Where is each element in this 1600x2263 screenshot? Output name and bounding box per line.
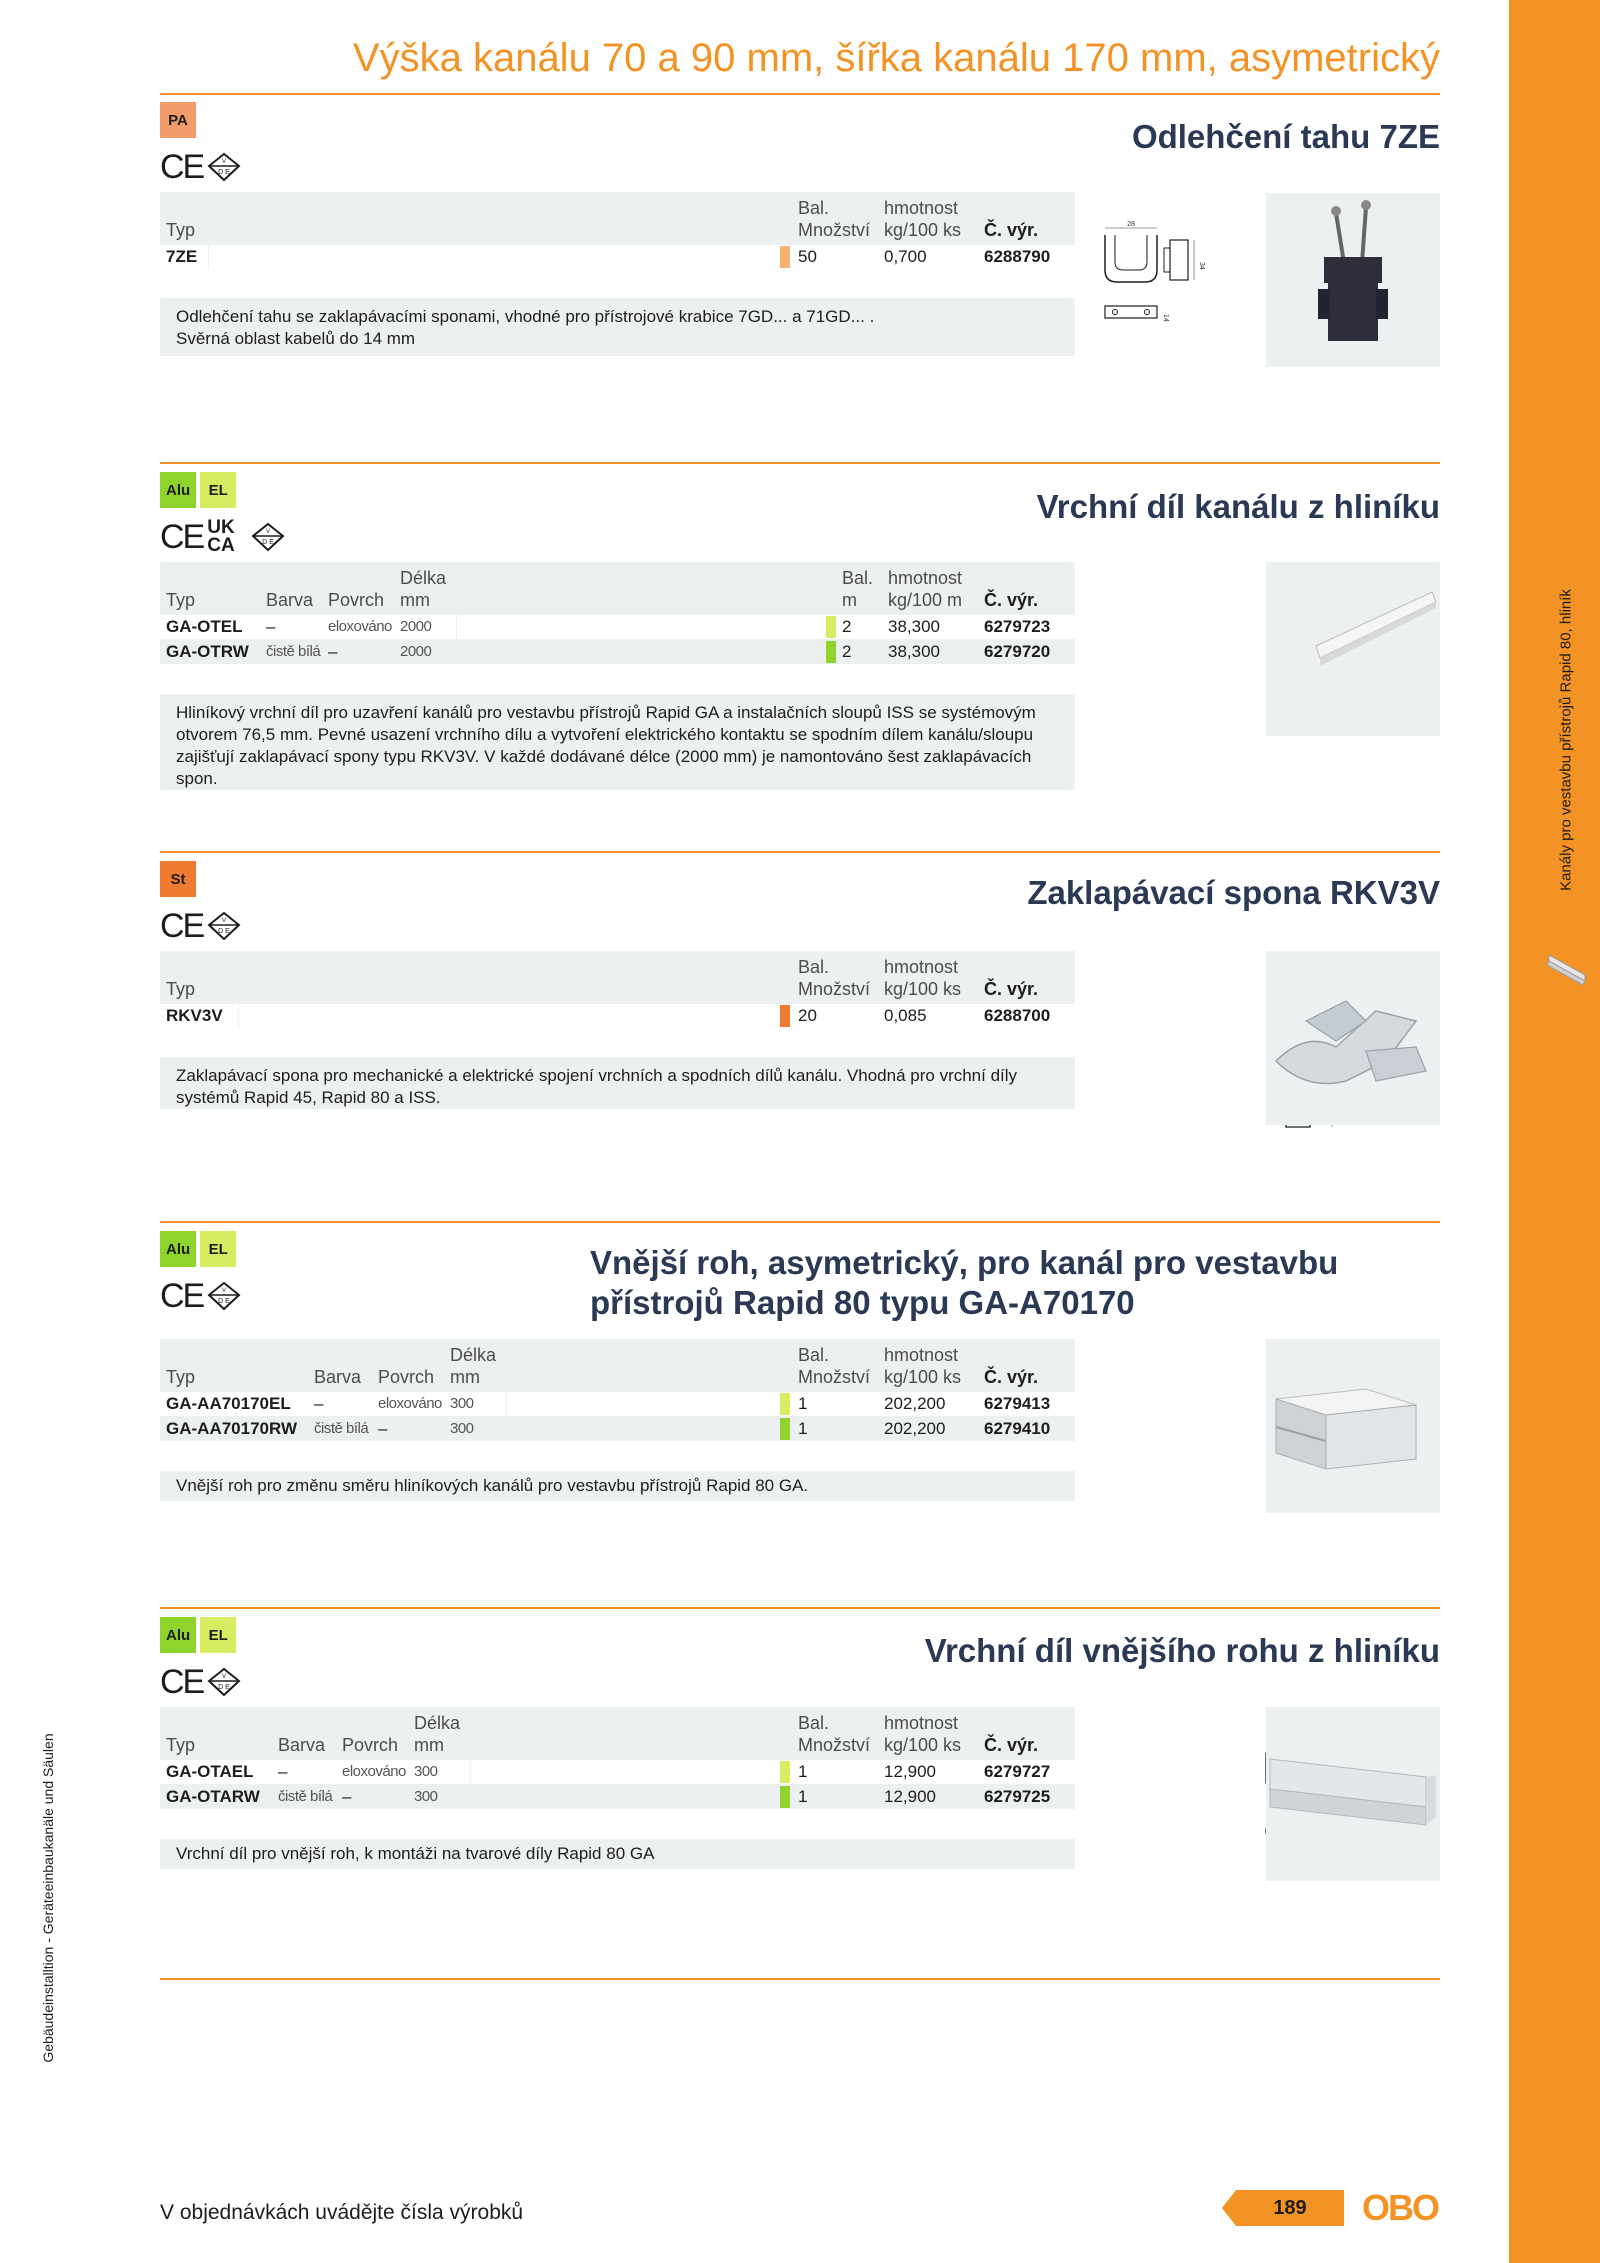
col-length: Délka [400,568,447,588]
length-value: 300 [450,1395,474,1412]
material-badges [160,1617,236,1653]
col-article-number: Č. výr. [984,979,1039,999]
table-header [160,1707,1075,1759]
product-table [160,1339,1075,1441]
material-badge: EL [200,1231,236,1267]
dimension-label: 34 [1198,262,1205,270]
svg-text:V: V [222,1288,227,1294]
product-section-rkv3v [160,861,1440,1141]
material-badge: PA [160,102,196,138]
surface-value: – [378,1419,388,1438]
length-value: 300 [450,1420,474,1437]
cell-divider [456,615,457,640]
col-weight: hmotnost [888,568,963,588]
product-description [160,1057,1075,1109]
color-indicator [780,1786,790,1808]
product-table [160,562,1075,664]
col-article-number: Č. výr. [984,1367,1039,1387]
divider [160,93,1440,95]
product-table [160,951,1075,1028]
col-surface: Povrch [378,1367,435,1387]
certification-marks [160,1275,241,1317]
color-value: čistě bílá [314,1420,369,1437]
color-indicator [826,641,836,663]
col-weight-unit: kg/100 m [888,590,963,610]
table-row[interactable] [160,639,1075,664]
page-number: 189 [1273,2197,1307,2219]
col-weight-unit: kg/100 ks [884,1367,962,1387]
ce-mark: CE [160,148,204,186]
pack-quantity: 1 [798,1787,808,1806]
outer-corner-image [1266,1339,1440,1513]
svg-text:V: V [222,1674,227,1680]
certification-marks [160,516,285,558]
vde-icon [207,1281,241,1311]
vde-icon [207,1667,241,1697]
col-surface: Povrch [328,590,385,610]
col-bal-unit: Množství [798,1367,871,1387]
col-color: Barva [314,1367,362,1387]
material-badge: St [160,861,196,897]
col-bal: Bal. [798,957,830,977]
material-badges [160,1231,236,1267]
ukca-mark: UK CA [207,517,235,556]
col-length-unit: mm [414,1735,444,1755]
type-code: RKV3V [166,1006,223,1025]
col-weight-unit: kg/100 ks [884,220,962,240]
article-number: 6288700 [984,1006,1051,1025]
col-surface: Povrch [342,1735,399,1755]
description-line: Vnější roh pro změnu směru hliníkových kanálů pro vestavbu přístrojů Rapid 80 GA. [176,1476,809,1495]
cell-divider [470,1760,471,1785]
table-row[interactable] [160,1784,1075,1809]
product-title: Vnější roh, asymetrický, pro kanál pro vestavbu přístrojů Rapid 80 typu GA-A70170 [590,1244,1339,1321]
weight: 0,700 [884,247,927,266]
svg-text:D E: D E [262,539,275,546]
article-number: 6288790 [984,247,1051,266]
cell-divider [506,1392,507,1417]
vertical-caption: Gebäudeinstalltion - Geräteeinbaukanäle und Säulen [40,1733,56,2063]
weight: 202,200 [884,1419,946,1438]
weight: 38,300 [888,617,940,636]
svg-text:V: V [222,159,227,165]
product-photo [1266,193,1440,367]
type-code: GA-OTEL [166,617,243,636]
col-weight: hmotnost [884,1345,959,1365]
divider [160,851,1440,853]
product-title: Odlehčení tahu 7ZE [1131,118,1440,155]
divider [160,1978,1440,1980]
vde-icon [251,522,285,552]
type-code: GA-AA70170RW [166,1419,298,1438]
dimension-label: 28 [1127,221,1135,228]
weight: 38,300 [888,642,940,661]
col-article-number: Č. výr. [984,1735,1039,1755]
col-typ: Typ [166,1735,196,1755]
material-badge: Alu [160,1231,196,1267]
color-indicator [780,1761,790,1783]
product-title: Vrchní díl kanálu z hliníku [1036,488,1440,525]
material-badge: EL [200,1617,236,1653]
product-section-ga-ota [160,1617,1440,1897]
surface-value: – [342,1787,352,1806]
divider [160,462,1440,464]
pack-quantity: 1 [798,1419,808,1438]
pack-quantity: 2 [842,617,852,636]
col-length-unit: mm [400,590,430,610]
length-value: 2000 [400,643,432,660]
col-typ: Typ [166,590,196,610]
pack-quantity: 1 [798,1394,808,1413]
color-value: – [314,1394,324,1413]
description-line: Vrchní díl pro vnější roh, k montáži na tvarové díly Rapid 80 GA [176,1844,655,1863]
cell-divider [208,245,209,270]
col-article-number: Č. výr. [984,590,1039,610]
type-code: GA-OTAEL [166,1762,254,1781]
pack-quantity: 50 [798,247,817,266]
col-typ: Typ [166,1367,196,1387]
pack-quantity: 1 [798,1762,808,1781]
color-value: – [266,617,276,636]
order-note: V objednávkách uvádějte čísla výrobků [160,2201,524,2224]
product-photo [1266,562,1440,736]
col-bal: Bal. [798,1345,830,1365]
svg-text:D E: D E [218,1298,231,1305]
col-bal: Bal. [842,568,874,588]
color-indicator [780,246,790,268]
cover-profile-image [1266,562,1440,736]
svg-text:V: V [266,529,271,535]
col-article-number: Č. výr. [984,220,1039,240]
side-caption: Kanály pro vestavbu přístrojů Rapid 80, hliník [1557,589,1575,891]
color-indicator [826,616,836,638]
product-description [160,694,1075,790]
type-code: GA-OTRW [166,642,249,661]
pack-quantity: 2 [842,642,852,661]
weight: 0,085 [884,1006,927,1025]
ce-mark: CE [160,1277,204,1315]
description-line: Svěrná oblast kabelů do 14 mm [176,329,416,348]
article-number: 6279723 [984,617,1051,636]
color-value: čistě bílá [266,643,321,660]
surface-value: – [328,642,338,661]
material-badge: Alu [160,1617,196,1653]
type-code: GA-AA70170EL [166,1394,291,1413]
col-weight: hmotnost [884,198,959,218]
description-line: Odlehčení tahu se zaklapávacími sponami, vhodné pro přístrojové krabice 7GD... a 71GD... . [176,307,875,326]
col-typ: Typ [166,979,196,999]
article-number: 6279725 [984,1787,1051,1806]
product-section-ga-aa70170 [160,1231,1440,1531]
weight: 12,900 [884,1762,936,1781]
article-number: 6279720 [984,642,1051,661]
table-header [160,562,1075,614]
surface-value: eloxováno [342,1763,406,1780]
color-value: – [278,1762,288,1781]
material-badges [160,472,236,508]
material-badges [160,861,196,897]
certification-marks [160,905,241,947]
col-length: Délka [450,1345,497,1365]
svg-text:D E: D E [218,928,231,935]
dimension-label: 14 [1162,314,1169,322]
obo-logo: OBO [1362,2187,1439,2228]
product-thumbnail-icon [1547,945,1587,989]
col-bal-unit: Množství [798,979,871,999]
length-value: 2000 [400,618,432,635]
color-indicator [780,1418,790,1440]
table-row[interactable] [160,1759,1075,1784]
length-value: 300 [414,1763,438,1780]
color-indicator [780,1005,790,1027]
table-header [160,951,1075,1003]
col-bal-unit: Množství [798,1735,871,1755]
product-table [160,192,1075,269]
type-code: GA-OTARW [166,1787,260,1806]
technical-drawing [1090,220,1210,340]
clip-image [1266,951,1440,1125]
col-bal: Bal. [798,198,830,218]
certification-marks [160,146,241,188]
divider [160,1607,1440,1609]
col-typ: Typ [166,220,196,240]
color-indicator [780,1393,790,1415]
product-title: Zaklapávací spona RKV3V [1027,874,1440,911]
product-description [160,1839,1075,1869]
article-number: 6279410 [984,1419,1051,1438]
table-row[interactable] [160,614,1075,639]
weight: 202,200 [884,1394,946,1413]
col-weight: hmotnost [884,1713,959,1733]
ce-mark: CE [160,518,204,556]
description-line: Hliníkový vrchní díl pro uzavření kanálů pro vestavbu přístrojů Rapid GA a instalačních sloupů ISS se systémovým otvorem 76,5 mm. Pevné usazení vrchního dílu a vytvoření elektrického kontaktu se spodním dílem kanálu/sloupu zajišťují zaklapávací spony typu RKV3V. V každé dodávané délce (2000 mm) je namontováno šest zaklapávacích spon. [176,703,1036,788]
cell-divider [238,1004,239,1029]
product-photo [1266,1339,1440,1513]
side-color-bar [1509,0,1600,2263]
ce-mark: CE [160,907,204,945]
article-number: 6279413 [984,1394,1051,1413]
product-title: Vrchní díl vnějšího rohu z hliníku [924,1632,1440,1669]
ce-mark: CE [160,1663,204,1701]
col-weight-unit: kg/100 ks [884,1735,962,1755]
product-section-7ze [160,102,1440,372]
color-value: čistě bílá [278,1788,333,1805]
col-length-unit: mm [450,1367,480,1387]
col-bal: Bal. [798,1713,830,1733]
description-line: Zaklapávací spona pro mechanické a elektrické spojení vrchních a spodních dílů kanálu. Vhodná pro vrchní díly systémů Rapid 45, Rapid 80 a ISS. [176,1066,1018,1107]
material-badges [160,102,196,138]
strain-relief-image [1266,193,1440,367]
product-photo [1266,1707,1440,1881]
col-length: Délka [414,1713,461,1733]
product-section-ga-ot [160,472,1440,802]
pack-quantity: 20 [798,1006,817,1025]
table-row[interactable] [160,1003,1075,1028]
svg-text:V: V [222,918,227,924]
type-code: 7ZE [166,247,198,266]
length-value: 300 [414,1788,438,1805]
product-description [160,1471,1075,1501]
col-bal-unit: m [842,590,857,610]
product-table [160,1707,1075,1809]
product-photo [1266,951,1440,1125]
col-color: Barva [266,590,314,610]
product-description [160,298,1075,356]
page-title: Výška kanálu 70 a 90 mm, šířka kanálu 170 mm, asymetrický [352,36,1440,80]
svg-text:D E: D E [218,1684,231,1691]
col-bal-unit: Množství [798,220,871,240]
article-number: 6279727 [984,1762,1051,1781]
col-color: Barva [278,1735,326,1755]
table-header [160,1339,1075,1391]
weight: 12,900 [884,1787,936,1806]
col-weight-unit: kg/100 ks [884,979,962,999]
table-header [160,192,1075,244]
vde-icon [207,152,241,182]
material-badge: Alu [160,472,196,508]
material-badge: EL [200,472,236,508]
table-row[interactable] [160,1416,1075,1441]
table-row[interactable] [160,244,1075,269]
corner-cover-image [1266,1707,1440,1881]
svg-text:D E: D E [218,169,231,176]
table-row[interactable] [160,1391,1075,1416]
divider [160,1221,1440,1223]
surface-value: eloxováno [378,1395,442,1412]
vde-icon [207,911,241,941]
surface-value: eloxováno [328,618,392,635]
certification-marks [160,1661,241,1703]
col-weight: hmotnost [884,957,959,977]
